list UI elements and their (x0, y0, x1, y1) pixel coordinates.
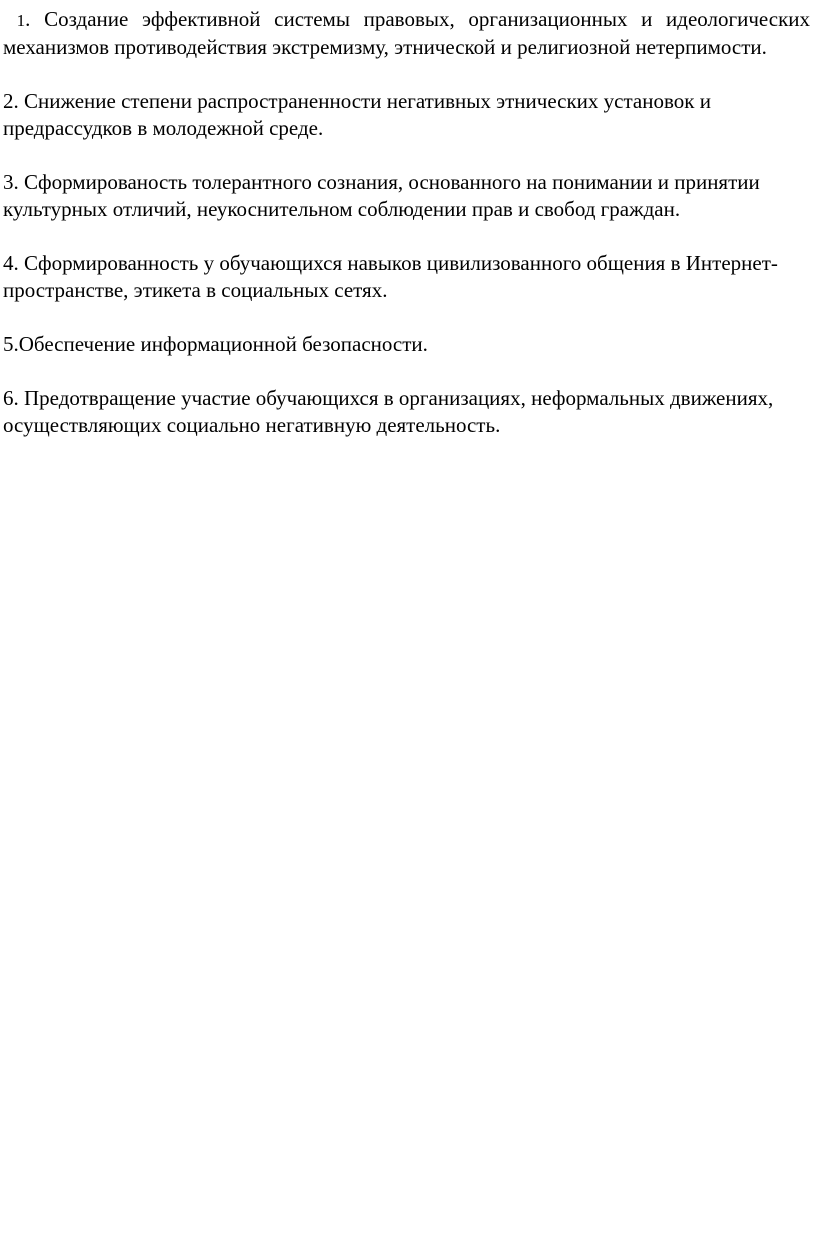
item-1-text: . Создание эффективной системы правовых, организационных и идеологических механизмов противодействия экстремизму, этнической и религиозной нетерпимости. (3, 7, 811, 59)
item-5: 5.Обеспечение информационной безопасности. (3, 332, 428, 356)
item-6: 6. Предотвращение участие обучающихся в организациях, неформальных движениях, осуществляющих социально негативную деятельность. (3, 386, 774, 437)
item-1-number: 1 (16, 11, 26, 30)
item-2: 2. Снижение степени распространенности негативных этнических установок и предрассудков в молодежной среде. (3, 89, 711, 140)
item-3: 3. Сформированость толерантного сознания, основанного на понимании и принятии культурных отличий, неукоснительном соблюдении прав и свобод граждан. (3, 170, 760, 221)
document-body (3, 6, 810, 466)
item-4: 4. Сформированность у обучающихся навыков цивилизованного общения в Интернет-пространстве, этикета в социальных сетях. (3, 251, 778, 302)
item-1 (3, 6, 810, 61)
